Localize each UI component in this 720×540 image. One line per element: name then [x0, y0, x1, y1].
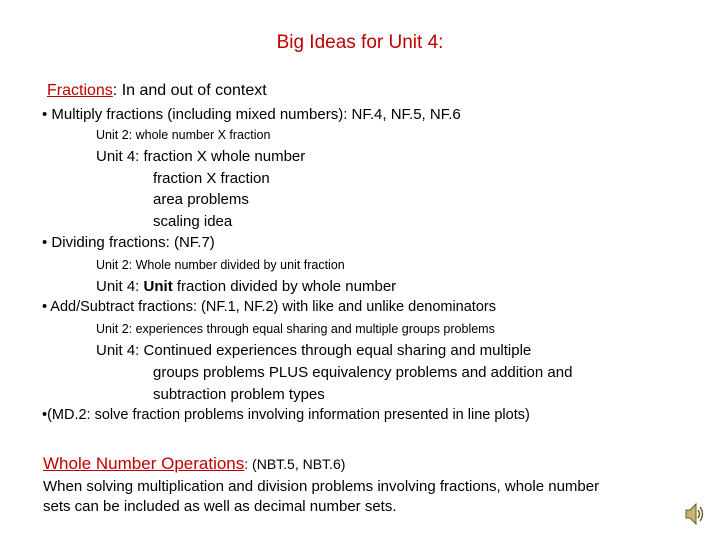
addsub-unit2: Unit 2: experiences through equal sharing and multiple groups problems	[96, 322, 495, 336]
fractions-heading: Fractions	[47, 82, 113, 99]
addsub-unit4-line-3: subtraction problem types	[153, 386, 325, 403]
speaker-icon-graphic	[684, 501, 706, 527]
multiply-unit4-line-4: scaling idea	[153, 213, 233, 230]
md2-bullet: •(MD.2: solve fraction problems involving information presented in line plots)	[42, 407, 530, 423]
page-title: Big Ideas for Unit 4:	[276, 32, 444, 53]
fractions-subtitle: : In and out of context	[112, 82, 267, 99]
divide-unit4	[96, 278, 396, 295]
divide-unit4-prefix: Unit 4:	[96, 278, 144, 295]
divide-unit2: Unit 2: Whole number divided by unit fraction	[96, 258, 345, 272]
multiply-unit4-line-3: area problems	[153, 191, 249, 208]
speaker-icon[interactable]	[684, 501, 706, 527]
divide-unit4-bold: Unit	[143, 278, 173, 295]
addsub-unit4-line-2: groups problems PLUS equivalency problems and addition and	[153, 364, 573, 381]
whole-subtitle: : (NBT.5, NBT.6)	[244, 456, 346, 472]
multiply-unit2: Unit 2: whole number X fraction	[96, 128, 271, 142]
addsub-bullet: • Add/Subtract fractions: (NF.1, NF.2) with like and unlike denominators	[42, 299, 496, 315]
whole-body-line-1: When solving multiplication and division problems involving fractions, whole number	[43, 478, 600, 495]
divide-bullet: • Dividing fractions: (NF.7)	[42, 234, 215, 251]
fractions-heading-line	[47, 82, 267, 100]
multiply-bullet: • Multiply fractions (including mixed numbers): NF.4, NF.5, NF.6	[42, 106, 461, 123]
addsub-unit4-line-1: Unit 4: Continued experiences through equal sharing and multiple	[96, 342, 532, 359]
whole-heading: Whole Number Operations	[43, 454, 245, 473]
whole-heading-line	[43, 454, 345, 474]
multiply-unit4-line-2: fraction X fraction	[153, 170, 270, 187]
multiply-unit4-line-1: Unit 4: fraction X whole number	[96, 148, 306, 165]
divide-unit4-rest: fraction divided by whole number	[172, 278, 397, 295]
whole-body-line-2: sets can be included as well as decimal number sets.	[43, 498, 397, 515]
